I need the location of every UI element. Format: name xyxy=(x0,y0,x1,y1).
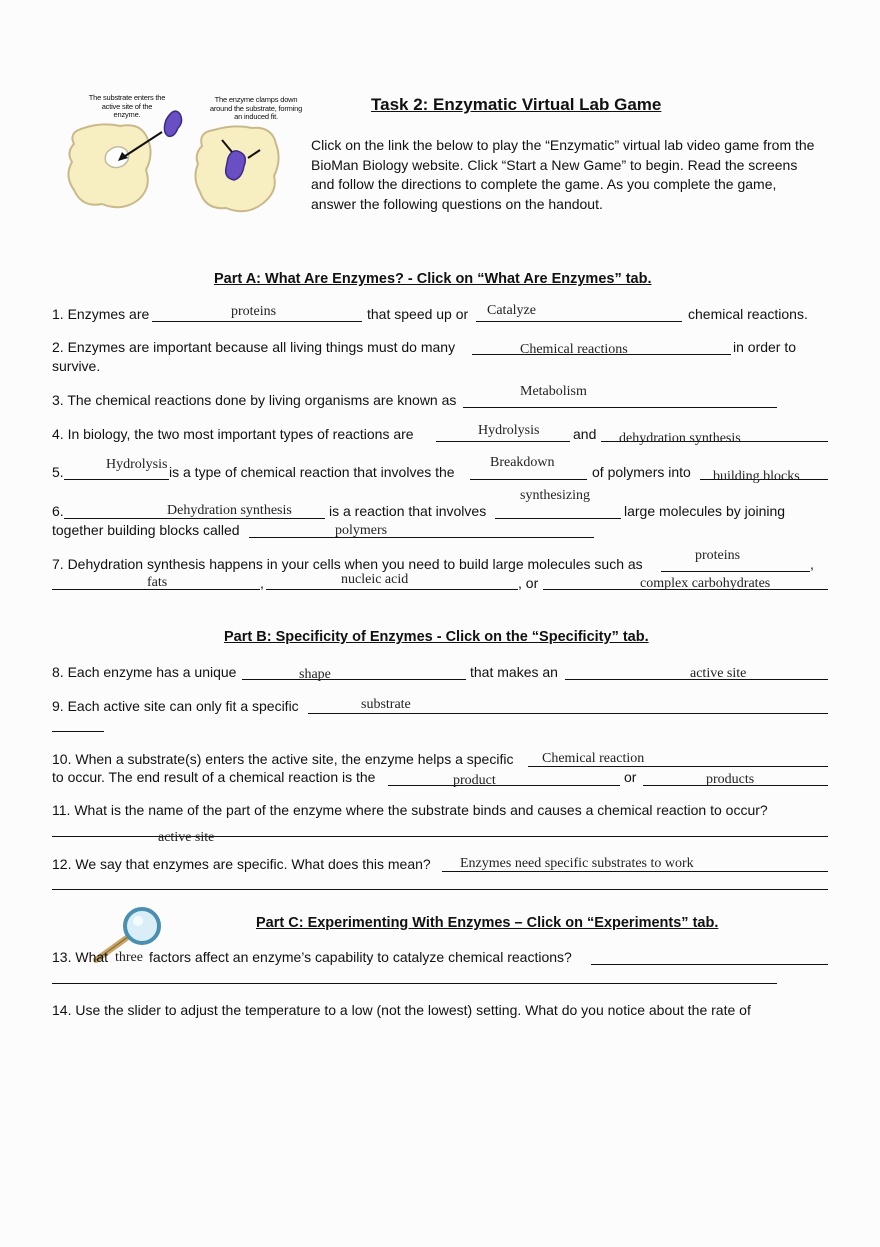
part-a-heading: Part A: What Are Enzymes? - Click on “What Are Enzymes” tab. xyxy=(214,271,652,287)
q10-text-a: 10. When a substrate(s) enters the active site, the enzyme helps a specific xyxy=(52,751,514,767)
q10-answer-3: products xyxy=(706,772,755,787)
q8-text-b: that makes an xyxy=(470,664,558,680)
q1-text-b: that speed up or xyxy=(367,306,469,322)
part-b-heading: Part B: Specificity of Enzymes - Click on the “Specificity” tab. xyxy=(224,629,649,645)
q6-text-d: together building blocks called xyxy=(52,522,240,538)
task-intro: Click on the link the below to play the “Enzymatic” virtual lab video game from the BioMan Biology website. Click “Start a New Game” to begin. Read the screens and follow the directions to complete the game. As you complete the game, answer the following questions on the handout. xyxy=(311,137,815,212)
q8-answer-1: shape xyxy=(299,667,331,682)
q2-answer-1: Chemical reactions xyxy=(520,342,628,357)
q7-blank-1[interactable] xyxy=(661,571,810,572)
q4-text-b: and xyxy=(573,426,597,442)
q5-answer-3: building blocks xyxy=(713,469,800,484)
q6-blank-3[interactable] xyxy=(249,537,594,538)
q9-blank-1[interactable] xyxy=(308,713,828,714)
q2-text-b: in order to xyxy=(733,339,797,355)
q5-text-a: 5. xyxy=(52,464,64,480)
figure-caption-right: The enzyme clamps down around the substrate, forming an induced fit. xyxy=(209,95,303,121)
q7-answer-2: fats xyxy=(147,575,168,590)
figure-caption-left: The substrate enters the active site of the enzyme. xyxy=(88,93,166,119)
q10-answer-2: product xyxy=(453,773,496,788)
q7-sep-1: , xyxy=(810,556,814,572)
q13-text-b: factors affect an enzyme’s capability to catalyze chemical reactions? xyxy=(149,949,572,965)
q1-text-c: chemical reactions. xyxy=(688,306,808,322)
q5-answer-2: Breakdown xyxy=(490,455,555,470)
q9-text-a: 9. Each active site can only fit a specific xyxy=(52,698,299,714)
q10-blank-2[interactable] xyxy=(388,785,620,786)
q3-blank-1[interactable] xyxy=(463,407,777,408)
q2-text-c: survive. xyxy=(52,358,101,374)
q6-answer-1: Dehydration synthesis xyxy=(167,503,292,518)
q4-text-a: 4. In biology, the two most important types of reactions are xyxy=(52,426,414,442)
q1-blank-1[interactable] xyxy=(152,321,362,322)
q1-blank-2[interactable] xyxy=(476,321,682,322)
enzyme-substrate-illustration xyxy=(62,92,312,217)
q6-blank-2[interactable] xyxy=(495,518,621,519)
q4-answer-2: dehydration synthesis xyxy=(619,431,741,446)
q8-text-a: 8. Each enzyme has a unique xyxy=(52,664,237,680)
q13-blank-1[interactable] xyxy=(591,964,828,965)
q12-answer-1: Enzymes need specific substrates to work xyxy=(460,856,694,871)
q9-answer-1: substrate xyxy=(361,697,411,712)
q13-text-a: 13. What xyxy=(52,949,109,965)
enzyme-figure xyxy=(62,92,312,217)
q8-blank-1[interactable] xyxy=(242,679,466,680)
q1-answer-2: Catalyze xyxy=(487,303,536,318)
q10-text-b: to occur. The end result of a chemical reaction is the xyxy=(52,769,376,785)
q7-blank-3[interactable] xyxy=(266,589,518,590)
q1-text-a: 1. Enzymes are xyxy=(52,306,150,322)
q13-answer-1: three xyxy=(115,950,143,965)
q12-text-a: 12. We say that enzymes are specific. What does this mean? xyxy=(52,856,431,872)
q7-text-a: 7. Dehydration synthesis happens in your cells when you need to build large molecules such as xyxy=(52,556,643,572)
q9-blank-2[interactable] xyxy=(52,731,104,732)
q13-blank-2[interactable] xyxy=(52,983,777,984)
task-title: Task 2: Enzymatic Virtual Lab Game xyxy=(371,95,662,114)
q5-answer-1: Hydrolysis xyxy=(106,457,168,472)
q8-answer-2: active site xyxy=(690,666,747,681)
q6-text-b: is a reaction that involves xyxy=(329,503,487,519)
q7-answer-4: complex carbohydrates xyxy=(640,576,771,591)
q10-answer-1: Chemical reaction xyxy=(542,751,645,766)
q3-answer-1: Metabolism xyxy=(520,384,587,399)
q4-blank-1[interactable] xyxy=(436,441,570,442)
q4-answer-1: Hydrolysis xyxy=(478,423,540,438)
q6-answer-2: synthesizing xyxy=(520,488,590,503)
q7-answer-3: nucleic acid xyxy=(341,572,409,587)
q5-blank-2[interactable] xyxy=(470,479,587,480)
q5-blank-1[interactable] xyxy=(64,479,169,480)
q7-sep-2: , xyxy=(260,575,264,591)
q5-text-b: is a type of chemical reaction that involves the xyxy=(169,464,455,480)
q6-text-a: 6. xyxy=(52,503,64,519)
q1-answer-1: proteins xyxy=(231,304,277,319)
q3-text-a: 3. The chemical reactions done by living organisms are known as xyxy=(52,392,457,408)
q5-text-c: of polymers into xyxy=(592,464,691,480)
q7-answer-1: proteins xyxy=(695,548,741,563)
q11-answer-1: active site xyxy=(158,830,215,845)
q12-blank-2[interactable] xyxy=(52,889,828,890)
q7-sep-3: , or xyxy=(518,575,539,591)
q6-answer-3: polymers xyxy=(335,523,388,538)
part-c-heading: Part C: Experimenting With Enzymes – Click on “Experiments” tab. xyxy=(256,915,719,931)
q2-text-a: 2. Enzymes are important because all living things must do many xyxy=(52,339,456,355)
q10-text-c: or xyxy=(624,769,637,785)
q6-text-c: large molecules by joining xyxy=(624,503,786,519)
q11-text-a: 11. What is the name of the part of the enzyme where the substrate binds and causes a chemical reaction to occur? xyxy=(52,802,768,818)
q14-text-a: 14. Use the slider to adjust the temperature to a low (not the lowest) setting. What do you notice about the rate of xyxy=(52,1002,751,1018)
